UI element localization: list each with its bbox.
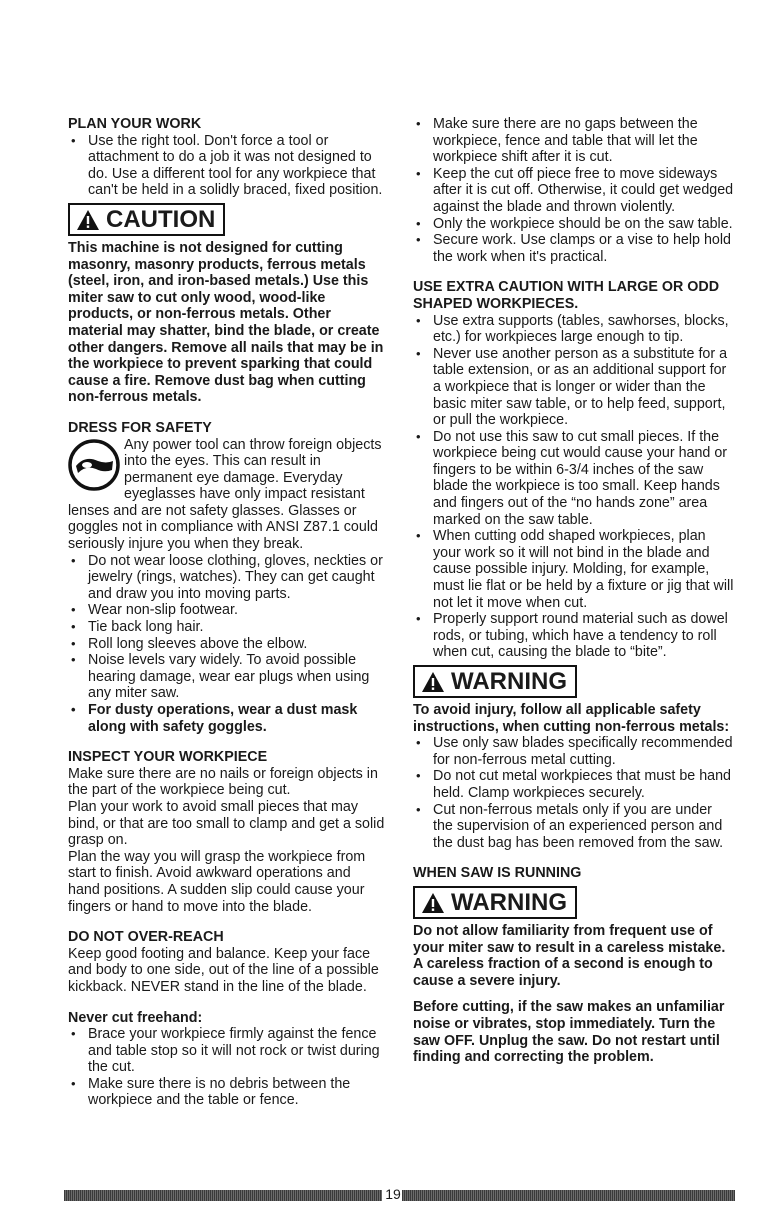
list-item: • Make sure there is no debris between the workpiece and the table or fence. (68, 1076, 386, 1109)
list-item: • Roll long sleeves above the elbow. (68, 636, 386, 653)
when-saw-running-heading: WHEN SAW IS RUNNING (413, 865, 582, 882)
extra-caution-list (413, 313, 735, 661)
inspect-paragraph: Plan the way you will grasp the workpiece from start to finish. Avoid awkward operations and hand positions. A sudden slip could cause your fingers or hand to move into the blade. (68, 848, 366, 915)
inspect-paragraph: Make sure there are no nails or foreign objects in the part of the workpiece being cut. (68, 765, 378, 799)
list-item: • Wear non-slip footwear. (68, 602, 386, 619)
list-item: • When cutting odd shaped workpieces, plan your work so it will not bind in the blade and cause possible injury. Molding, for example, must lie flat or be held by a fixture or jig that will not let it move when cut. (413, 528, 735, 611)
plan-your-work-heading: PLAN YOUR WORK (68, 116, 202, 132)
warning-box (413, 886, 577, 919)
list-item: • For dusty operations, wear a dust mask along with safety goggles. (68, 702, 386, 735)
list-item: • Cut non-ferrous metals only if you are under the supervision of an experienced person and the dust bag has been removed from the saw. (413, 802, 735, 852)
warning-triangle-icon (421, 671, 445, 693)
running-warning-text: Before cutting, if the saw makes an unfamiliar noise or vibrates, stop immediately. Turn the saw OFF. Unplug the saw. Do not restart until finding and correcting the problem. (413, 999, 725, 1066)
list-item: • Never use another person as a substitute for a table extension, or as an additional support for a workpiece that is longer or wider than the basic miter saw table, or to help feed, support, or pull the workpiece. (413, 346, 735, 429)
workpiece-list (413, 116, 735, 265)
warning-triangle-icon (76, 209, 100, 231)
list-item: • Keep the cut off piece free to move sideways after it is cut off. Otherwise, it could get wedged against the blade and thrown violently. (413, 166, 735, 216)
running-warning-text: Do not allow familiarity from frequent use of your miter saw to result in a careless mistake. A careless fraction of a second is enough to cause a severe injury. (413, 922, 726, 989)
list-item: • Use extra supports (tables, sawhorses, blocks, etc.) for workpieces large enough to tip. (413, 313, 735, 346)
freehand-heading: Never cut freehand: (68, 1009, 203, 1026)
over-reach-text: Keep good footing and balance. Keep your face and body to one side, out of the line of a possible kickback. NEVER stand in the line of the blade. (68, 945, 379, 995)
left-column (68, 116, 386, 1109)
list-item: • Secure work. Use clamps or a vise to help hold the work when it's practical. (413, 232, 735, 265)
plan-your-work-list (68, 133, 386, 199)
list-item: • Use the right tool. Don't force a tool or attachment to do a job it was not designed to do. Use a different tool for any workpiece that can't be held in a solidly braced, fixed position. (68, 133, 386, 199)
list-item: • Brace your workpiece firmly against the fence and table stop so it will not rock or twist during the cut. (68, 1026, 386, 1076)
freehand-list (68, 1026, 386, 1109)
footer-rule (402, 1190, 735, 1201)
list-item: • Tie back long hair. (68, 619, 386, 636)
warning-triangle-icon (421, 892, 445, 914)
caution-label: CAUTION (106, 205, 216, 233)
extra-caution-heading: USE EXTRA CAUTION WITH LARGE OR ODD SHAPED WORKPIECES. (413, 279, 720, 312)
list-item: • Do not cut metal workpieces that must be hand held. Clamp workpieces securely. (413, 768, 735, 801)
dress-for-safety-list (68, 553, 386, 736)
warning-label: WARNING (451, 668, 567, 695)
list-item: • Do not wear loose clothing, gloves, neckties or jewelry (rings, watches). They can get caught and draw you into moving parts. (68, 553, 386, 603)
list-item: • Properly support round material such as dowel rods, or tubing, which have a tendency to roll when cut, causing the blade to “bite”. (413, 611, 735, 661)
dress-for-safety-heading: DRESS FOR SAFETY (68, 419, 212, 436)
page-number: 19 (385, 1186, 401, 1202)
inspect-workpiece-heading: INSPECT YOUR WORKPIECE (68, 749, 268, 766)
caution-box (68, 203, 225, 236)
caution-text: This machine is not designed for cutting masonry, masonry products, ferrous metals (steel, iron, and iron-based metals.) Use this miter saw to cut only wood, wood-like products, or non-ferrous metals. Other material may shatter, bind the blade, or create other dangers. Remove all nails that may be in the workpiece to prevent sparking that could cause a fire. Remove dust bag when cutting non-ferrous metals. (68, 239, 384, 406)
list-item: • Do not use this saw to cut small pieces. If the workpiece being cut would cause your hand or fingers to be within 6-3/4 inches of the saw blade the workpiece is too small. Keep hands and fingers out of the “no hands zone” area marked on the saw table. (413, 429, 735, 529)
warning-box (413, 665, 577, 698)
non-ferrous-list (413, 735, 735, 851)
list-item: • Only the workpiece should be on the saw table. (413, 216, 735, 233)
list-item: • Make sure there are no gaps between the workpiece, fence and table that will let the workpiece shift after it is cut. (413, 116, 735, 166)
warning-lead: To avoid injury, follow all applicable safety instructions, when cutting non-ferrous metals: (413, 702, 730, 735)
warning-label: WARNING (451, 888, 567, 916)
inspect-paragraph: Plan your work to avoid small pieces that may bind, or that are too small to clamp and get a solid grasp on. (68, 798, 385, 849)
eye-protection-icon (68, 439, 120, 491)
right-column (413, 116, 735, 1066)
dress-for-safety-body (68, 437, 386, 553)
over-reach-heading: DO NOT OVER-REACH (68, 929, 224, 946)
list-item: • Use only saw blades specifically recommended for non-ferrous metal cutting. (413, 735, 735, 768)
dress-for-safety-text: Any power tool can throw foreign objects into the eyes. This can result in permanent eye damage. Everyday eyeglasses have only impact resistant lenses and are not safety glasses. Glasses or goggles not in compliance with ANSI Z87.1 could seriously injure you when they break. (68, 436, 382, 553)
footer-rule (64, 1190, 382, 1201)
list-item: • Noise levels vary widely. To avoid possible hearing damage, wear ear plugs when using any miter saw. (68, 652, 386, 702)
